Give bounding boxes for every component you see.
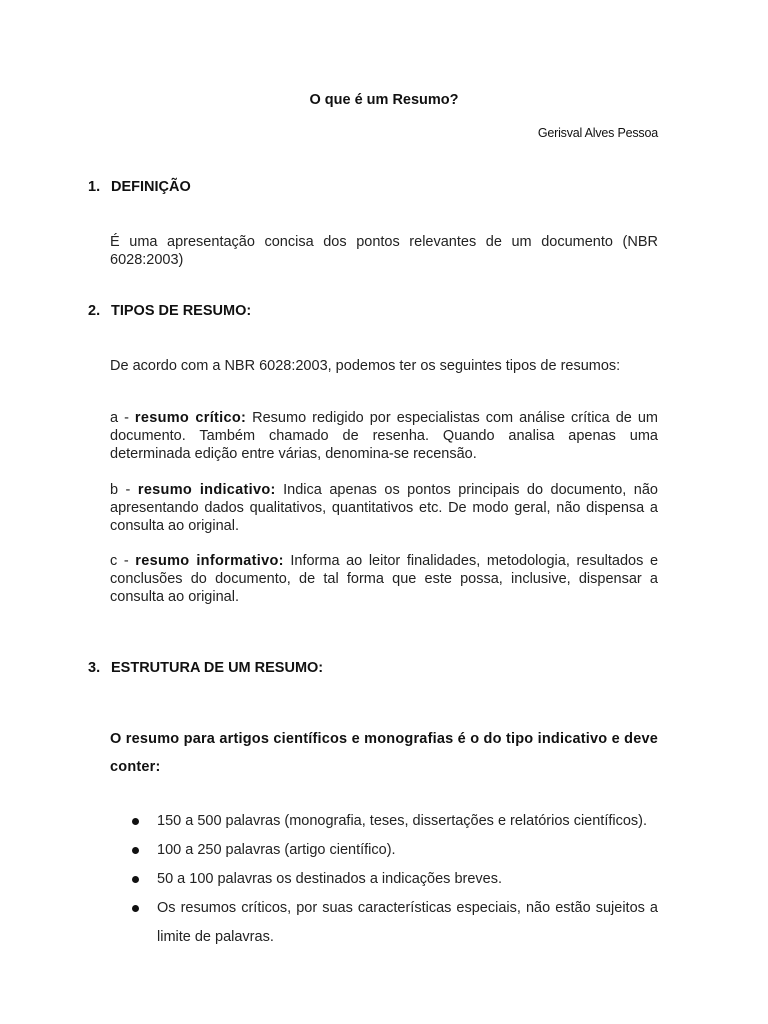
section-number: 1. <box>88 179 101 195</box>
bullet-icon <box>132 818 139 825</box>
list-item-text: 100 a 250 palavras (artigo científico). <box>157 842 396 858</box>
document-author: Gerisval Alves Pessoa <box>537 126 658 140</box>
section-title: TIPOS DE RESUMO: <box>111 303 252 319</box>
type-item-term: resumo crítico: <box>134 410 247 426</box>
list-item-text: 50 a 100 palavras os destinados a indicações breves. <box>157 871 502 887</box>
type-item-term: resumo indicativo: <box>137 482 276 498</box>
section-title: DEFINIÇÃO <box>111 179 191 195</box>
list-item-text: Os resumos críticos, por suas características especiais, não estão sujeitos a limite de palavras. <box>157 900 658 945</box>
bullet-icon <box>132 905 139 912</box>
bullet-icon <box>132 876 139 883</box>
types-intro-paragraph: De acordo com a NBR 6028:2003, podemos ter os seguintes tipos de resumos: <box>110 358 621 374</box>
section-heading-tipos <box>88 303 251 319</box>
list-item <box>110 894 658 952</box>
section-heading-estrutura <box>88 660 323 676</box>
type-item-text: Indica apenas os pontos principais do documento, não apresentando dados qualitativos, quantitativos etc. De modo geral, não dispensa a consulta ao original. <box>110 482 658 534</box>
type-item-critico <box>110 409 658 463</box>
bullet-icon <box>132 847 139 854</box>
type-item-text: Informa ao leitor finalidades, metodologia, resultados e conclusões do documento, de tal forma que este possa, inclusive, dispensar a consulta ao original. <box>110 553 659 605</box>
document-title: O que é um Resumo? <box>309 92 459 108</box>
type-item-prefix: a - <box>110 410 135 426</box>
section-number: 2. <box>88 303 101 319</box>
list-item <box>110 865 658 894</box>
structure-bullet-list <box>110 807 658 952</box>
list-item-text: 150 a 500 palavras (monografia, teses, dissertações e relatórios científicos). <box>157 813 648 829</box>
section-number: 3. <box>88 660 101 676</box>
list-item <box>110 807 658 836</box>
section-title: ESTRUTURA DE UM RESUMO: <box>111 660 324 676</box>
structure-intro-paragraph: O resumo para artigos científicos e monografias é o do tipo indicativo e deve conter: <box>110 731 658 775</box>
type-item-term: resumo informativo: <box>135 553 284 569</box>
type-item-indicativo <box>110 481 658 535</box>
list-item <box>110 836 658 865</box>
type-item-prefix: c - <box>110 553 136 569</box>
type-item-text: Resumo redigido por especialistas com análise crítica de um documento. Também chamado de resenha. Quando analisa apenas uma determinada edição entre várias, denomina-se recensão. <box>110 410 659 462</box>
section-heading-definicao <box>88 179 191 195</box>
type-item-informativo <box>110 552 658 606</box>
definition-paragraph: É uma apresentação concisa dos pontos relevantes de um documento (NBR 6028:2003) <box>110 234 658 268</box>
type-item-prefix: b - <box>110 482 138 498</box>
